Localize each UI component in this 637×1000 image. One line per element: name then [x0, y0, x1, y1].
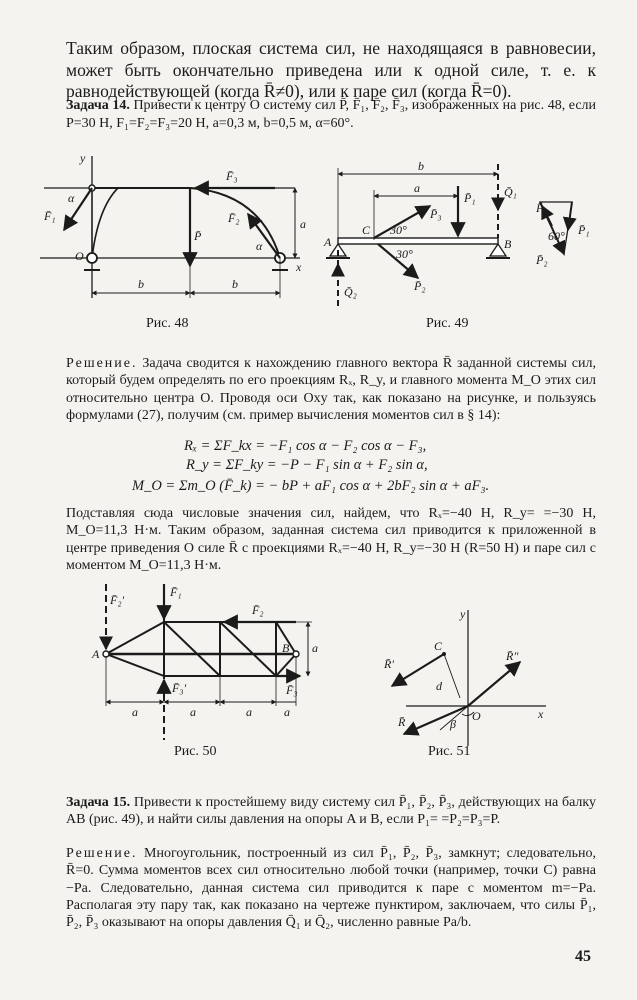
fig48-o-label: O — [75, 249, 84, 263]
figure-48 — [30, 148, 306, 318]
task-15 — [66, 794, 596, 829]
fig48-b2-label: b — [232, 277, 238, 291]
fig49-tri-p2: P̄₂ — [536, 253, 548, 267]
equation-ry: R_y = ΣF_ky = −P − F₁ sin α + F₂ sin α, — [186, 457, 428, 473]
fig48-b1-label: b — [138, 277, 144, 291]
fig49-a-point: A — [324, 235, 332, 249]
fig50-f3p-label: F̄₃′ — [172, 681, 187, 695]
fig51-r-label: R̄ — [398, 715, 406, 729]
fig49-tri-p3: P̄₃ — [536, 201, 548, 215]
fig49-tri-angle: 60° — [548, 229, 565, 243]
fig50-a-point: A — [92, 647, 100, 661]
task-14-label: Задача 14. — [66, 98, 130, 113]
fig50-b-point: B — [282, 641, 290, 655]
fig48-a-label: a — [300, 217, 306, 231]
fig49-caption: Рис. 49 — [426, 316, 469, 331]
fig50-f2p-label: F̄₂′ — [110, 593, 125, 607]
fig51-y-label: y — [460, 607, 466, 621]
equation-rx: Rₓ = ΣF_kx = −F₁ cos α − F₂ cos α − F₃, — [184, 438, 427, 454]
figure-49 — [318, 150, 598, 310]
fig50-f2-label: F̄₂ — [252, 603, 264, 617]
fig51-beta-label: β — [450, 717, 456, 731]
equation-mo: M_O = Σm_O (F̄_k) = − bP + aF₁ cos α + 2bF₂ sin α + aF₃. — [132, 478, 490, 494]
fig49-c-point: C — [362, 223, 371, 237]
fig48-alpha-left: α — [68, 191, 75, 205]
fig51-d-label: d — [436, 679, 442, 693]
intro-paragraph: Таким образом, плоская система сил, не находящаяся в равновесии, может быть окончательно приведена или к одной силе, т. е. к равнодействующей (когда R̄≠0), или к паре сил (когда R̄=0). — [66, 38, 596, 102]
solution-14-text: Задача сводится к нахождению главного вектора R̄ заданной системы сил, который будем определять по его проекциям Rₓ, R_y, и главного момента M_O этих сил относительно центра O. Проводя оси Oxy так, как показано на рисунке, и пользуясь формулами (27), получим (см. пример вычисления моментов сил в § 14): — [66, 356, 596, 424]
fig48-caption: Рис. 48 — [146, 316, 189, 331]
figure-51 — [376, 606, 556, 756]
fig51-c-label: C — [434, 639, 443, 653]
fig50-a3-label: a — [246, 705, 252, 719]
fig49-b-dim: b — [418, 159, 424, 173]
fig49-angle-2: 30° — [396, 247, 413, 261]
solution-14 — [66, 355, 596, 424]
fig49-tri-p1: P̄₁ — [578, 223, 590, 237]
task-15-text: Привести к простейшему виду систему сил P̄₁, P̄₂, P̄₃, действующих на балку AB (рис. 49), и найти силы давления на опоры A и B, если P₁= =P₂=P₃=P. — [66, 795, 596, 828]
fig51-caption: Рис. 51 — [428, 744, 471, 759]
fig51-x-label: x — [538, 707, 544, 721]
fig49-angle-1: 30° — [390, 223, 407, 237]
fig48-p-label: P̄ — [194, 229, 202, 243]
fig49-p1-label: P̄₁ — [464, 191, 476, 205]
fig49-p3-label: P̄₃ — [430, 207, 442, 221]
fig51-o-label: O — [472, 709, 481, 723]
fig49-a-dim: a — [414, 181, 420, 195]
fig50-f3-label: F̄₃ — [286, 683, 298, 697]
fig51-rp-label: R̄′ — [384, 657, 394, 671]
fig49-q1-label: Q̄₁ — [504, 185, 517, 199]
fig48-x-label: x — [296, 260, 302, 274]
fig50-a2-label: a — [190, 705, 196, 719]
solution-15-label: Решение. — [66, 846, 138, 861]
fig48-f3-label: F̄₃ — [226, 169, 238, 183]
fig50-a1-label: a — [132, 705, 138, 719]
task-14 — [66, 97, 596, 132]
page-number: 45 — [575, 948, 591, 965]
fig50-f1-label: F̄₁ — [170, 585, 182, 599]
fig49-b-point: B — [504, 237, 512, 251]
fig51-rpp-label: R̄″ — [506, 649, 519, 663]
fig48-y-label: y — [80, 151, 86, 165]
task-14-text: Привести к центру O систему сил P̄, F̄₁, F̄₂, F̄₃, изображенных на рис. 48, если P=30 Н, F₁=F₂=F₃=20 Н, a=0,3 м, b=0,5 м, α=60°. — [66, 98, 597, 131]
fig50-a-side-label: a — [312, 641, 318, 655]
fig50-a4-label: a — [284, 705, 290, 719]
fig49-q2-label: Q̄₂ — [344, 285, 357, 299]
fig48-f1-label: F̄₁ — [44, 209, 56, 223]
solution-15-text: Многоугольник, построенный из сил P̄₁, P̄₂, P̄₃, замкнут; следовательно, R̄=0. Сумма моментов всех сил относительно любой точки (например, точки C) равна −Pa. Следовательно, данная система сил приводится к паре с моментом m=−Pa. Располагая эту пару так, как показано на чертеже пунктиром, заключаем, что силы P̄₁, P̄₂, P̄₃ оказывают на опоры давления Q̄₁ и Q̄₂, численно равные Pa/b. — [66, 846, 596, 931]
fig48-f2-label: F̄₂ — [228, 211, 240, 225]
figure-50 — [86, 582, 316, 742]
substitution-paragraph: Подставляя сюда числовые значения сил, найдем, что Rₓ=−40 Н, R_y= =−30 Н, M_O=11,3 Н·м. Таким образом, заданная система сил приводится к приложенной в центре приведения O силе R̄ с проекциями Rₓ=−40 Н, R_y=−30 Н (R=50 Н) и паре сил с моментом M_O=11,3 Н·м. — [66, 506, 596, 574]
fig49-p2-label: P̄₂ — [414, 279, 426, 293]
solution-15 — [66, 845, 596, 932]
fig50-caption: Рис. 50 — [174, 744, 217, 759]
solution-14-label: Решение. — [66, 356, 138, 371]
task-15-label: Задача 15. — [66, 795, 131, 810]
fig48-alpha-right: α — [256, 239, 263, 253]
